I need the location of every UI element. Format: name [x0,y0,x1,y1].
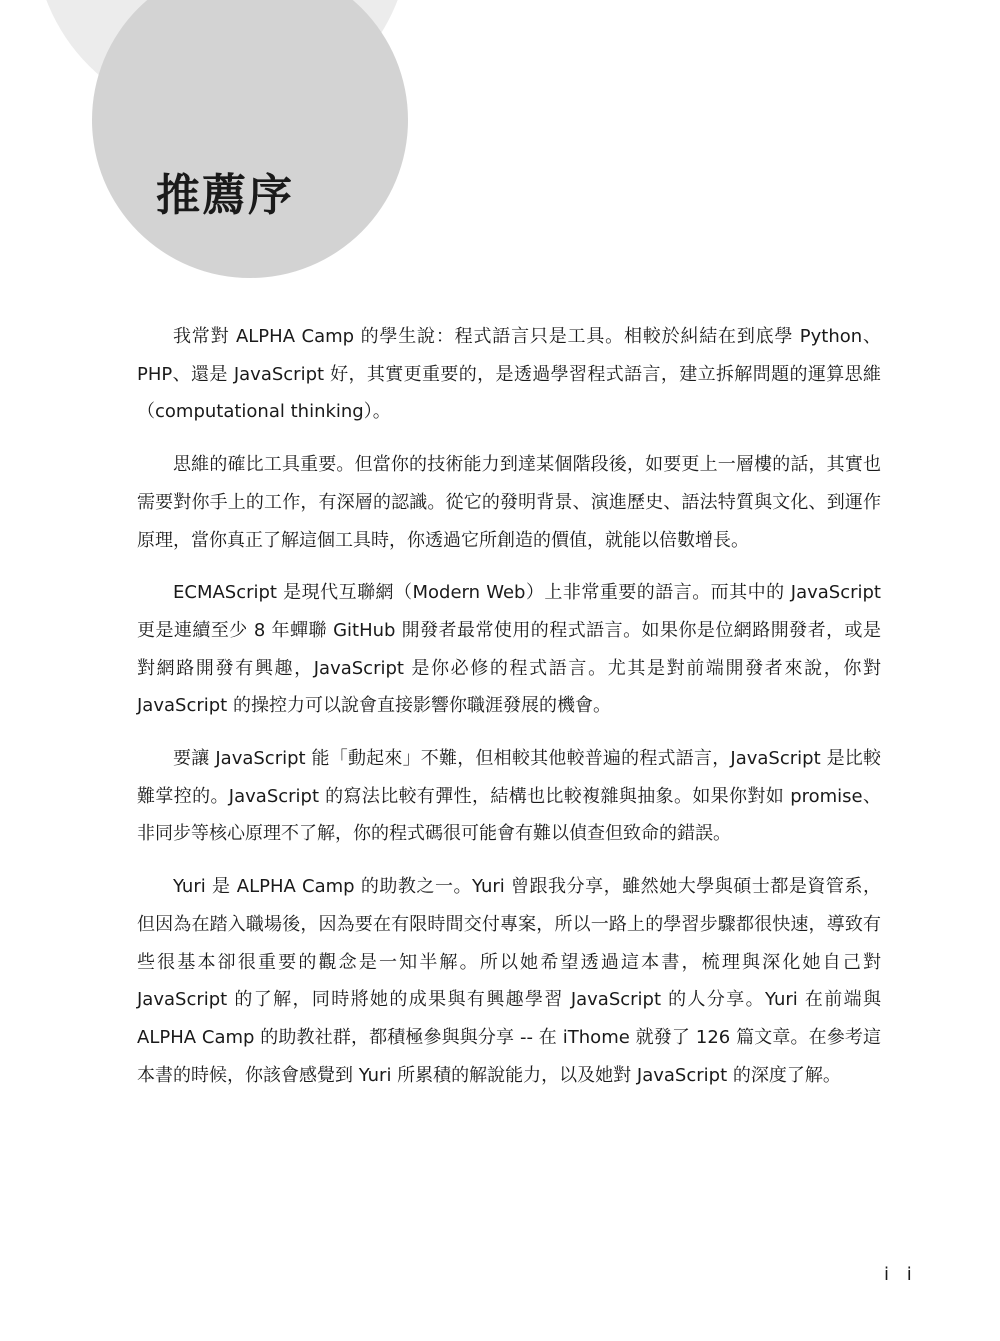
page-title: 推薦序 [156,170,294,221]
paragraph: 我常對 ALPHA Camp 的學生說：程式語言只是工具。相較於糾結在到底學 Python、PHP、還是 JavaScript 好，其實更重要的，是透過學習程式語言，建立拆解問題的運算思維（computational thinking）。 [137,326,881,423]
paragraph: 要讓 JavaScript 能「動起來」不難，但相較其他較普遍的程式語言，JavaScript 是比較難掌控的。JavaScript 的寫法比較有彈性，結構也比較複雜與抽象。如果你對如 promise、非同步等核心原理不了解，你的程式碼很可能會有難以偵查但致命的錯誤。 [137,748,881,845]
paragraph: ECMAScript 是現代互聯網（Modern Web）上非常重要的語言。而其中的 JavaScript 更是連續至少 8 年蟬聯 GitHub 開發者最常使用的程式語言。如果你是位網路開發者，或是對網路開發有興趣，JavaScript 是你必修的程式語言。尤其是對前端開發者來說，你對 JavaScript 的操控力可以說會直接影響你職涯發展的機會。 [137,582,881,717]
page-number: i i [884,1264,918,1285]
decorative-circle-inner [92,0,408,278]
body-text [137,318,881,1109]
paragraph: Yuri 是 ALPHA Camp 的助教之一。Yuri 曾跟我分享，雖然她大學與碩士都是資管系，但因為在踏入職場後，因為要在有限時間交付專案，所以一路上的學習步驟都很快速，導致有些很基本卻很重要的觀念是一知半解。所以她希望透過這本書，梳理與深化她自己對 JavaScript 的了解，同時將她的成果與有興趣學習 JavaScript 的人分享。Yuri 在前端與 ALPHA Camp 的助教社群，都積極參與與分享 -- 在 iThome 就發了 126 篇文章。在參考這本書的時候，你該會感覺到 Yuri 所累積的解說能力，以及她對 JavaScript 的深度了解。 [137,876,881,1086]
paragraph: 思維的確比工具重要。但當你的技術能力到達某個階段後，如要更上一層樓的話，其實也需要對你手上的工作，有深層的認識。從它的發明背景、演進歷史、語法特質與文化、到運作原理，當你真正了解這個工具時，你透過它所創造的價值，就能以倍數增長。 [137,454,881,551]
